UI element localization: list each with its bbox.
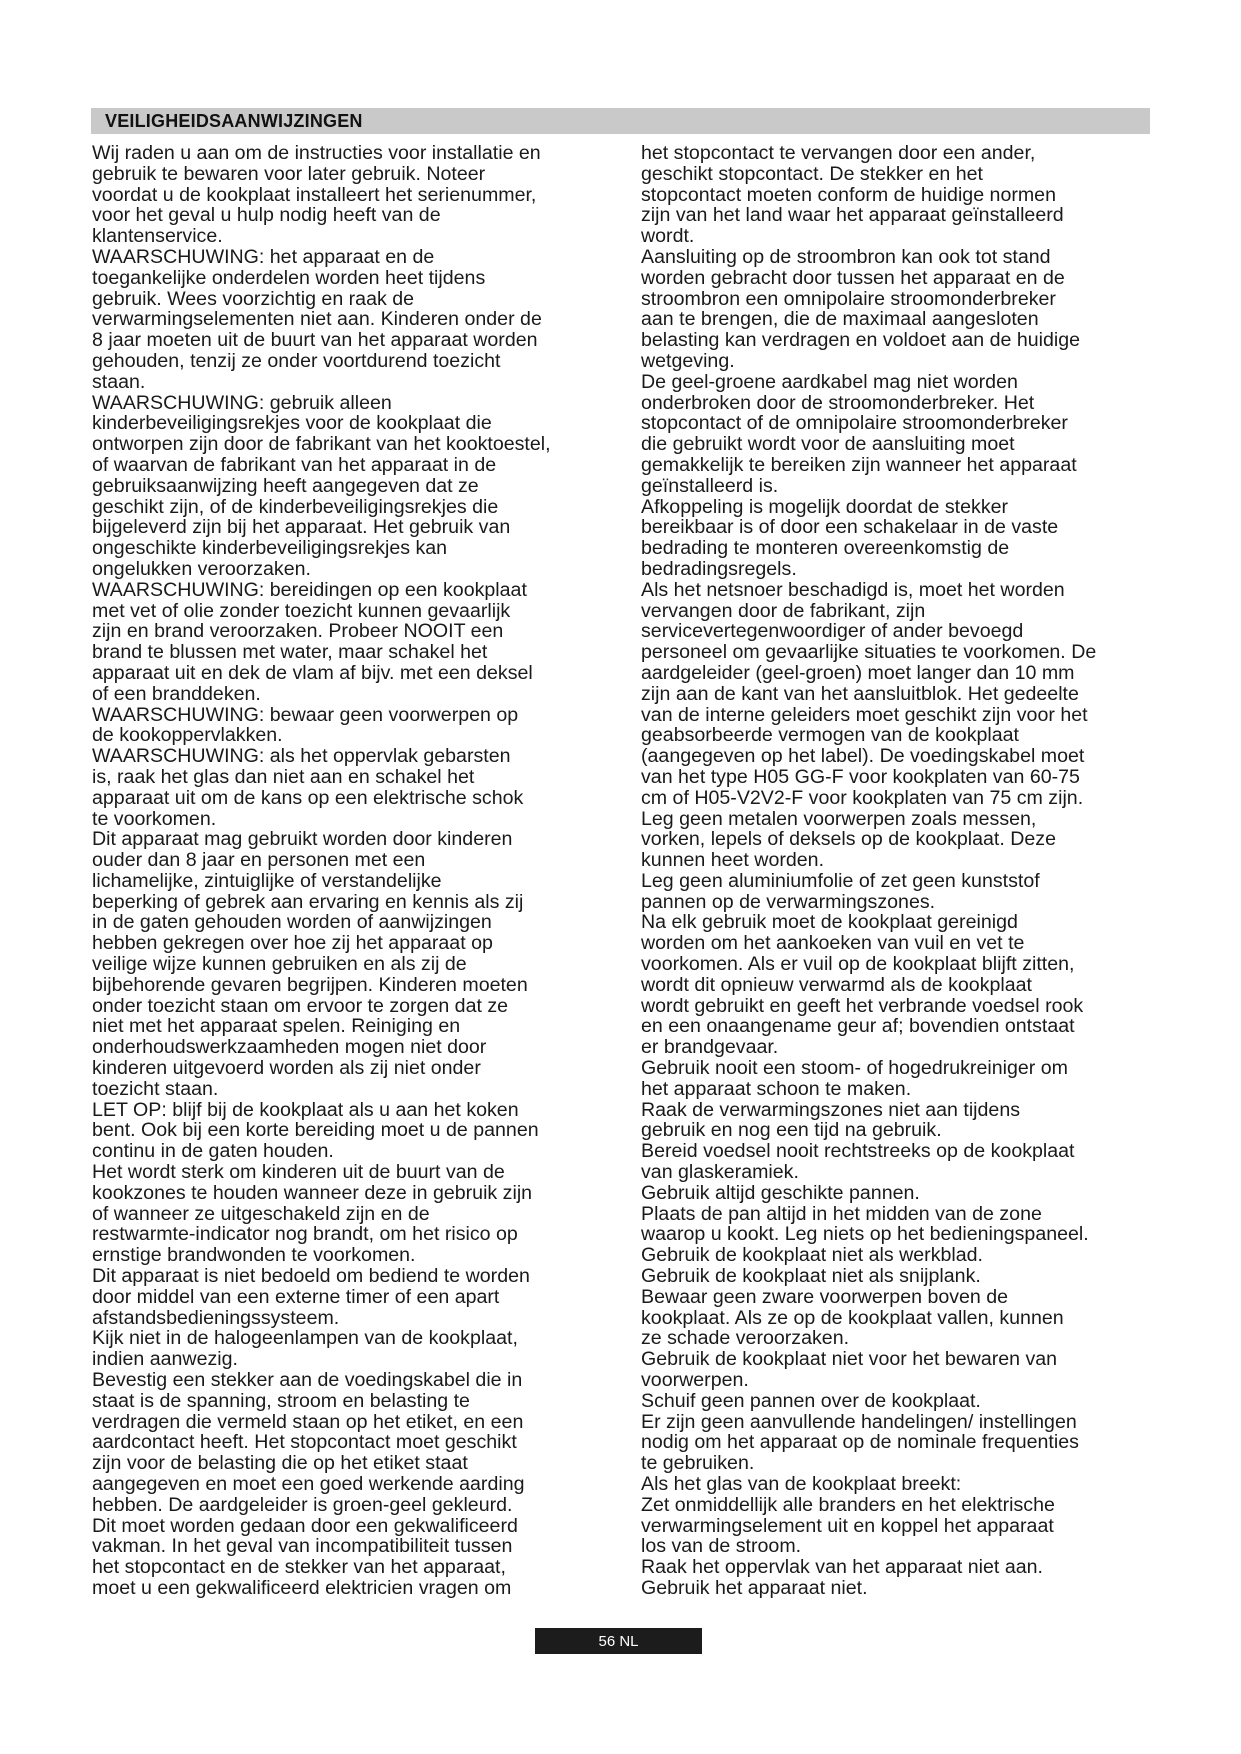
left-column [92,143,624,1623]
paragraph: Bereid voedsel nooit rechtstreeks op de kookplaat van glaskeramiek. [641,1140,1075,1184]
paragraph: het stopcontact te vervangen door een ander, geschikt stopcontact. De stekker en het stopcontact moeten conform de huidige normen zijn van het land waar het apparaat geïnstalleerd wordt. [641,143,1064,248]
paragraph: Wij raden u aan om de instructies voor installatie en gebruik te bewaren voor later gebruik. Noteer voordat u de kookplaat installeert het serienummer, voor het geval u hulp nodig heeft van de klantenservice. [92,143,541,248]
paragraph: Leg geen metalen voorwerpen zoals messen, vorken, lepels of deksels op de kookplaat. Deze kunnen heet worden. [641,807,1056,872]
paragraph: Bevestig een stekker aan de voedingskabel die in staat is de spanning, stroom en belasting te verdragen die vermeld staan op het etiket, en een aardcontact heeft. Het stopcontact moet geschikt zijn voor de belasting die op het etiket staat aangegeven en moet een goed werkende aarding hebben. De aardgeleider is groen-geel gekleurd. Dit moet worden gedaan door een gekwalificeerd vakman. In het geval van incompatibiliteit tussen het stopcontact en de stekker van het apparaat, moet u een gekwalificeerd elektricien vragen om [92,1369,525,1599]
paragraph: Plaats de pan altijd in het midden van de zone waarop u kookt. Leg niets op het bedieningspaneel. [641,1202,1089,1246]
page-number-badge [535,1628,702,1654]
paragraph: Bewaar geen zware voorwerpen boven de kookplaat. Als ze op de kookplaat vallen, kunnen ze schade veroorzaken. [641,1285,1064,1350]
paragraph: Gebruik nooit een stoom- of hogedrukreiniger om het apparaat schoon te maken. [641,1057,1068,1100]
paragraph: Er zijn geen aanvullende handelingen/ instellingen nodig om het apparaat op de nominale frequenties te gebruiken. [641,1410,1079,1475]
paragraph: Raak de verwarmingszones niet aan tijdens gebruik en nog een tijd na gebruik. [641,1098,1021,1142]
section-header-bar [91,108,1150,134]
right-column [641,143,1169,1623]
paragraph: Dit apparaat mag gebruikt worden door kinderen ouder dan 8 jaar en personen met een lichamelijke, zintuiglijke of verstandelijke beperking of gebrek aan ervaring en kennis als zij in de gaten gehouden worden of aanwijzingen hebben gekregen over hoe zij het apparaat op veilige wijze kunnen gebruiken en als zij de bijbehorende gevaren begrijpen. Kinderen moeten onder toezicht staan om ervoor te zorgen dat ze niet met het apparaat spelen. Reiniging en onderhoudswerkzaamheden mogen niet door kinderen uitgevoerd worden als zij niet onder toezicht staan. [92,828,528,1100]
paragraph: Als het glas van de kookplaat breekt: [641,1473,962,1495]
section-title: VEILIGHEIDSAANWIJZINGEN [105,111,363,131]
paragraph: WAARSCHUWING: het apparaat en de toegankelijke onderdelen worden heet tijdens gebruik. Wees voorzichtig en raak de verwarmingselementen niet aan. Kinderen onder de 8 jaar moeten uit de buurt van het apparaat worden gehouden, tenzij ze onder voortdurend toezicht staan. [92,245,542,393]
paragraph: Afkoppeling is mogelijk doordat de stekker bereikbaar is of door een schakelaar in de vaste bedrading te monteren overeenkomstig de bedradingsregels. [641,495,1059,580]
paragraph: Het wordt sterk om kinderen uit de buurt van de kookzones te houden wanneer deze in gebruik zijn of wanneer ze uitgeschakeld zijn en de restwarmte-indicator nog brandt, om het risico op ernstige brandwonden te voorkomen. [92,1161,533,1267]
paragraph: De geel-groene aardkabel mag niet worden onderbroken door de stroomonderbreker. Het stopcontact of de omnipolaire stroomonderbreker die gebruikt wordt voor de aansluiting moet gemakkelijk te bereiken zijn wanneer het apparaat geïnstalleerd is. [641,370,1077,497]
paragraph: Gebruik het apparaat niet. [641,1576,868,1599]
paragraph: WAARSCHUWING: gebruik alleen kinderbeveiligingsrekjes voor de kookplaat die ontworpen zijn door de fabrikant van het kooktoestel, of waarvan de fabrikant van het apparaat in de gebruiksaanwijzing heeft aangegeven dat ze geschikt zijn, of de kinderbeveiligingsrekjes die bijgeleverd zijn bij het apparaat. Het gebruik van ongeschikte kinderbeveiligingsrekjes kan ongelukken veroorzaken. [92,391,551,580]
paragraph: WAARSCHUWING: als het oppervlak gebarsten is, raak het glas dan niet aan en schakel het apparaat uit om de kans op een elektrische schok te voorkomen. [92,745,524,830]
paragraph: Dit apparaat is niet bedoeld om bediend te worden door middel van een externe timer of een apart afstandsbedieningssysteem. [92,1265,530,1329]
paragraph: Gebruik de kookplaat niet als snijplank. [641,1265,981,1288]
paragraph: WAARSCHUWING: bewaar geen voorwerpen op de kookoppervlakken. [92,703,519,747]
paragraph: WAARSCHUWING: bereidingen op een kookplaat met vet of olie zonder toezicht kunnen gevaarlijk zijn en brand veroorzaken. Probeer NOOIT een brand te blussen met water, maar schakel het apparaat uit en dek de vlam af bijv. met een deksel of een branddeken. [92,578,533,705]
paragraph: LET OP: blijf bij de kookplaat als u aan het koken bent. Ook bij een korte bereiding moet u de pannen continu in de gaten houden. [92,1098,539,1163]
paragraph: Als het netsnoer beschadigd is, moet het worden vervangen door de fabrikant, zijn servicevertegenwoordiger of ander bevoegd personeel om gevaarlijke situaties te voorkomen. De aardgeleider (geel-groen) moet langer dan 10 mm zijn aan de kant van het aansluitblok. Het gedeelte van de interne geleiders moet geschikt zijn voor het geabsorbeerde vermogen van de kookplaat (aangegeven op het label). De voedingskabel moet van het type H05 GG-F voor kookplaten van 60-75 cm of H05-V2V2-F voor kookplaten van 75 cm zijn. [641,578,1097,809]
paragraph: Kijk niet in de halogeenlampen van de kookplaat, indien aanwezig. [92,1327,518,1371]
paragraph: Na elk gebruik moet de kookplaat gereinigd worden om het aankoeken van vuil en vet te voorkomen. Als er vuil op de kookplaat blijft zitten, wordt dit opnieuw verwarmd als de kookplaat wordt gebruikt en geeft het verbrande voedsel rook en een onaangename geur af; bovendien ontstaat er brandgevaar. [641,911,1084,1059]
paragraph: Gebruik de kookplaat niet voor het bewaren van voorwerpen. [641,1348,1058,1392]
paragraph: Schuif geen pannen over de kookplaat. [641,1389,981,1412]
paragraph: Aansluiting op de stroombron kan ook tot stand worden gebracht door tussen het apparaat en de stroombron een omnipolaire stroomonderbreker aan te brengen, die de maximaal aangesloten belasting kan verdragen en voldoet aan de huidige wetgeving. [641,245,1081,372]
paragraph: Gebruik altijd geschikte pannen. [641,1181,920,1204]
page-number: 56 NL [598,1632,639,1650]
paragraph: Zet onmiddellijk alle branders en het elektrische verwarmingselement uit en koppel het apparaat los van de stroom. [641,1493,1055,1558]
paragraph: Raak het oppervlak van het apparaat niet aan. [641,1556,1043,1579]
paragraph: Leg geen aluminiumfolie of zet geen kunststof pannen op de verwarmingszones. [641,869,1040,913]
paragraph: Gebruik de kookplaat niet als werkblad. [641,1244,983,1267]
